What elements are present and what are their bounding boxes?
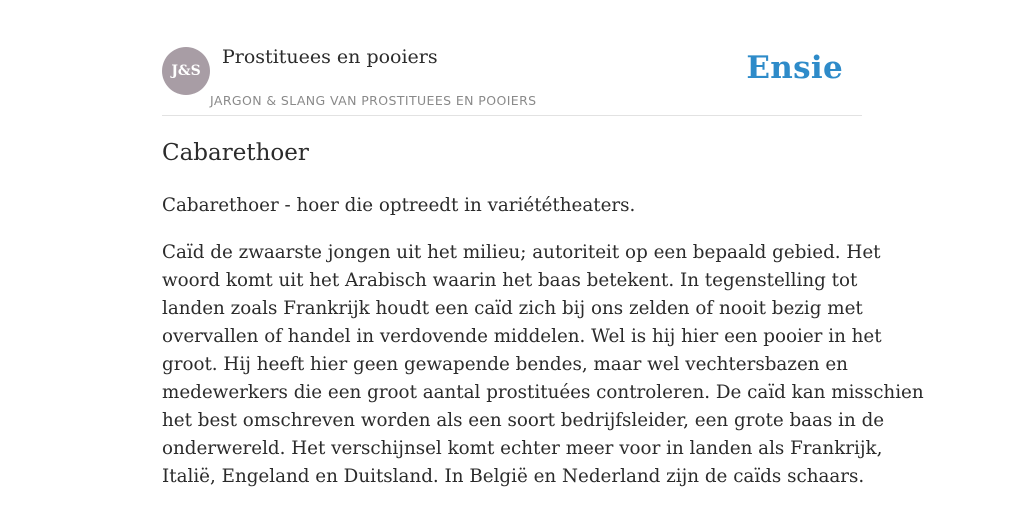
avatar[interactable]: J&S xyxy=(162,47,210,95)
article-paragraph xyxy=(162,239,924,491)
paragraph-line: Caïd de zwaarste jongen uit het milieu; autoriteit op een bepaald gebied. Het xyxy=(162,242,881,263)
paragraph-line: groot. Hij heeft hier geen gewapende bendes, maar wel vechtersbazen en xyxy=(162,354,848,375)
site-subtitle: JARGON & SLANG VAN PROSTITUEES EN POOIERS xyxy=(210,93,537,108)
paragraph-line: woord komt uit het Arabisch waarin het baas betekent. In tegenstelling tot xyxy=(162,270,858,291)
paragraph-line: het best omschreven worden als een soort bedrijfsleider, een grote baas in de xyxy=(162,410,885,431)
header-divider xyxy=(162,115,862,116)
paragraph-line: onderwereld. Het verschijnsel komt echter meer voor in landen als Frankrijk, xyxy=(162,438,883,459)
paragraph-line: overvallen of handel in verdovende middelen. Wel is hij hier een pooier in het xyxy=(162,326,882,347)
ensie-logo[interactable]: Ensie xyxy=(746,50,843,86)
page-title: Cabarethoer xyxy=(162,140,309,166)
site-title[interactable]: Prostituees en pooiers xyxy=(222,46,438,68)
paragraph-line: Italië, Engeland en Duitsland. In België en Nederland zijn de caïds schaars. xyxy=(162,466,865,487)
definition-paragraph: Cabarethoer - hoer die optreedt in variététheaters. xyxy=(162,195,636,216)
paragraph-line: landen zoals Frankrijk houdt een caïd zich bij ons zelden of nooit bezig met xyxy=(162,298,863,319)
paragraph-line: medewerkers die een groot aantal prostituées controleren. De caïd kan misschien xyxy=(162,382,924,403)
